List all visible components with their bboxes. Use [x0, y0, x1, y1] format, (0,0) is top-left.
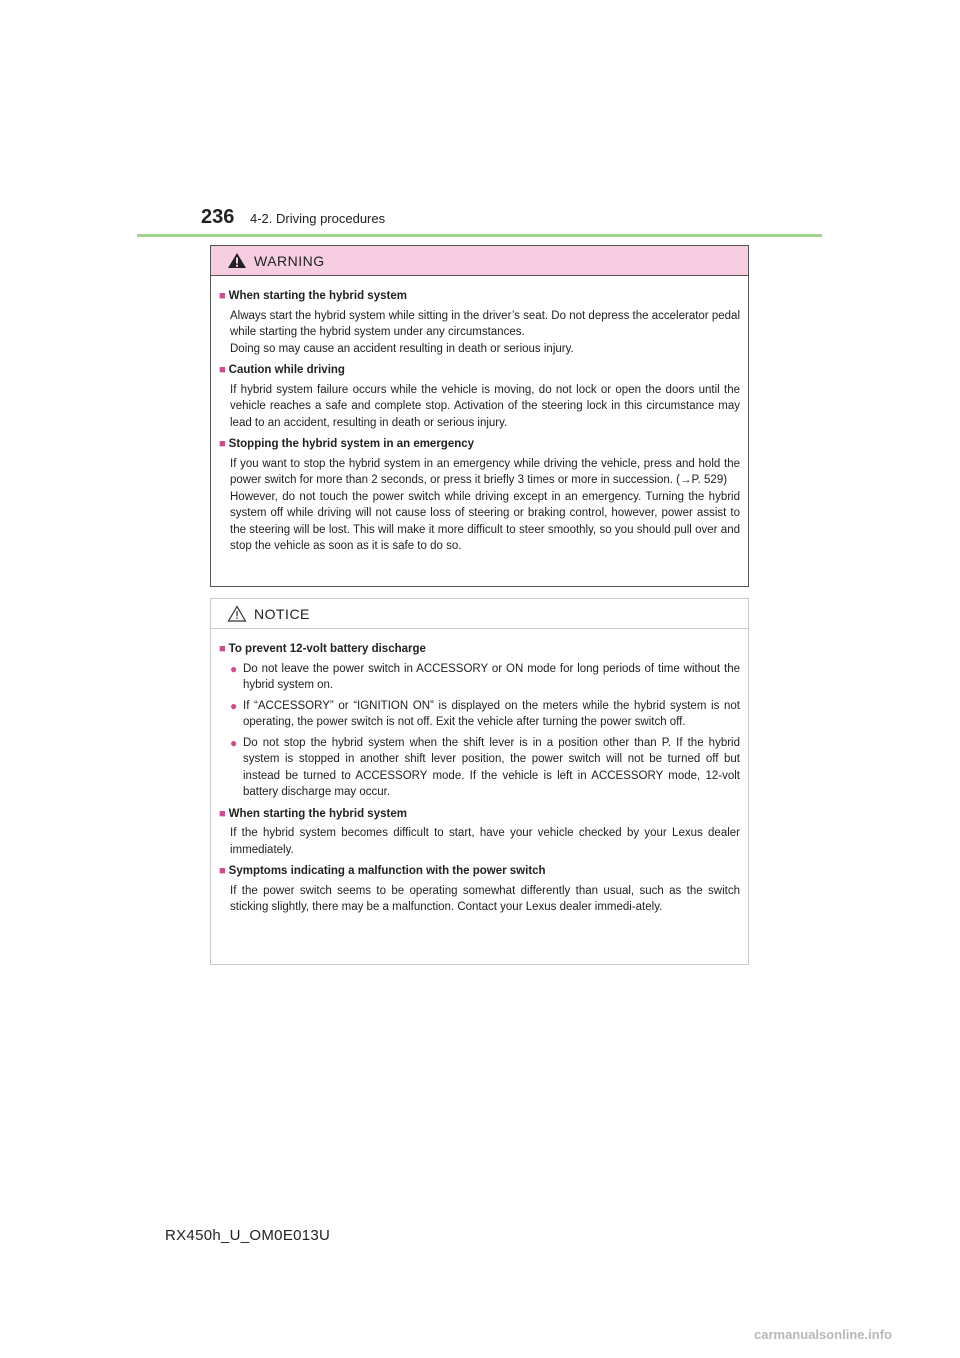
warning-header: [211, 246, 748, 276]
item-heading: Stopping the hybrid system in an emergency: [228, 438, 475, 450]
warning-body: [211, 276, 748, 555]
watermark: carmanualsonline.info: [754, 1327, 892, 1342]
item-paragraph: If hybrid system failure occurs while the vehicle is moving, do not lock or open the doors until the vehicle reaches a safe and complete stop. Activation of the steering lock in this circumstance may lead to an accident, resulting in death or serious injury.: [230, 383, 740, 429]
bullet-text: Do not stop the hybrid system when the shift lever is in a position other than P. If the hybrid system is stopped in another shift lever position, the power switch will not be turned off but instead be turned to ACCESSORY mode. If the vehicle is left in ACCESSORY mode, 12-volt battery discharge may occur.: [243, 736, 740, 798]
item-paragraph: If the hybrid system becomes difficult to start, have your vehicle checked by your Lexus dealer immediately.: [230, 827, 740, 856]
square-icon: ■: [219, 290, 226, 302]
warning-item-starting: [219, 288, 740, 357]
item-paragraph: Always start the hybrid system while sitting in the driver’s seat. Do not depress the accelerator pedal while starting the hybrid system under any circumstances.: [230, 309, 740, 338]
item-paragraph: However, do not touch the power switch while driving except in an emergency. Turning the hybrid system off while driving will not cause loss of steering or braking control, however, power assist to the steering will be lost. This will make it more difficult to steer smoothly, so you should pull over and stop the vehicle as soon as it is safe to do so.: [230, 490, 740, 552]
warning-item-caution: [219, 362, 740, 431]
circle-bullet-icon: ●: [230, 735, 238, 750]
bullet-text: Do not leave the power switch in ACCESSORY or ON mode for long periods of time without the hybrid system on.: [243, 662, 740, 691]
warning-triangle-icon: [227, 252, 247, 269]
section-title: 4-2. Driving procedures: [250, 211, 386, 226]
bullet-text: If “ACCESSORY” or “IGNITION ON” is displayed on the meters while the hybrid system is not operating, the power switch is not off. Exit the vehicle after turning the power switch off.: [243, 699, 740, 728]
item-heading: Caution while driving: [228, 364, 345, 376]
square-icon: ■: [219, 865, 226, 877]
list-item: [230, 698, 740, 731]
warning-box: [210, 245, 749, 587]
list-item: [230, 661, 740, 694]
header-rule: [137, 234, 822, 237]
circle-bullet-icon: ●: [230, 698, 238, 713]
item-paragraph: Doing so may cause an accident resulting in death or serious injury.: [230, 342, 574, 355]
notice-triangle-icon: [227, 605, 247, 622]
page-header: [137, 204, 822, 238]
square-icon: ■: [219, 807, 226, 820]
notice-item-battery: [219, 641, 740, 801]
manual-code: RX450h_U_OM0E013U: [165, 1227, 331, 1244]
item-heading: Symptoms indicating a malfunction with the power switch: [228, 865, 546, 877]
square-icon: ■: [219, 438, 226, 450]
item-heading: To prevent 12-volt battery discharge: [228, 643, 426, 655]
square-icon: ■: [219, 364, 226, 376]
item-paragraph: If you want to stop the hybrid system in an emergency while driving the vehicle, press and hold the power switch for more than 2 seconds, or press it briefly 3 times or more in succession. (→P. 529): [230, 457, 740, 486]
notice-item-malfunction: [219, 863, 740, 916]
circle-bullet-icon: ●: [230, 661, 238, 676]
notice-body: [211, 629, 748, 916]
notice-title: NOTICE: [254, 605, 310, 622]
notice-item-starting: [219, 806, 740, 859]
item-paragraph: If the power switch seems to be operating somewhat differently than usual, such as the switch sticking slightly, there may be a malfunction. Contact your Lexus dealer immedi-ately.: [230, 884, 740, 913]
notice-header: [211, 599, 748, 629]
warning-title: WARNING: [254, 252, 325, 269]
warning-item-emergency: [219, 436, 740, 555]
square-icon: ■: [219, 643, 226, 655]
page-number: 236: [201, 206, 235, 228]
list-item: [230, 735, 740, 801]
notice-box: [210, 598, 749, 965]
item-heading: When starting the hybrid system: [228, 807, 407, 820]
item-heading: When starting the hybrid system: [228, 290, 407, 302]
